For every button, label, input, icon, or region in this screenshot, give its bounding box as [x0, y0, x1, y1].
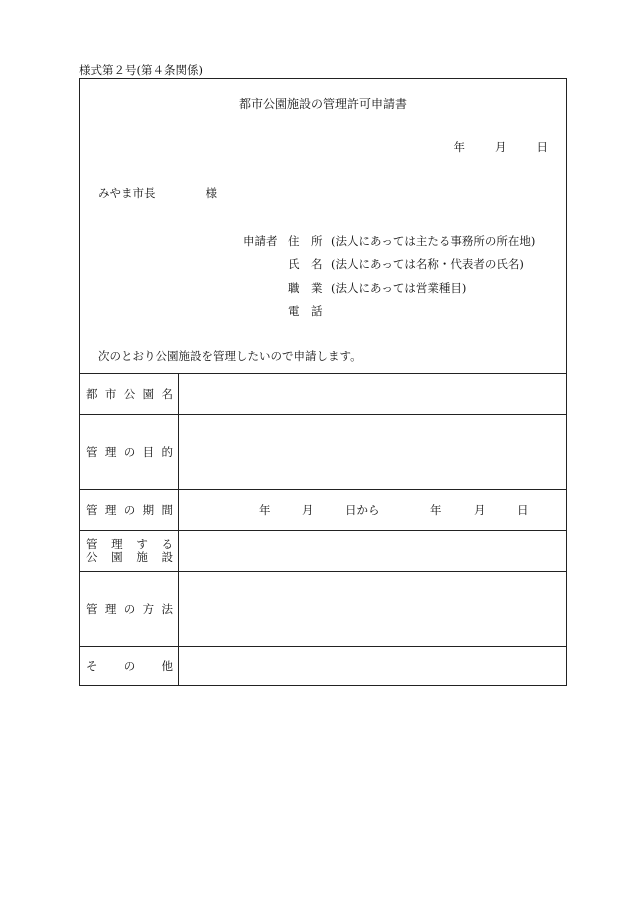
- applicant-name-note: (法人にあっては名称・代表者の氏名): [331, 257, 524, 271]
- period-field[interactable]: [179, 490, 566, 530]
- applicant-name-label: 氏 名: [288, 257, 323, 271]
- other-field[interactable]: [179, 647, 566, 686]
- application-form: [79, 78, 567, 686]
- period-end-year: 年: [430, 503, 442, 517]
- applicant-address-row: [243, 233, 535, 249]
- period-start-month: 月: [302, 503, 314, 517]
- addressee-name: みやま市長: [98, 186, 156, 200]
- row-label-park-name: 都市公園名: [86, 386, 173, 401]
- intro-text: 次のとおり公園施設を管理したいので申請します。: [98, 349, 362, 363]
- period-start-year: 年: [259, 503, 271, 517]
- applicant-phone-label: 電 話: [288, 304, 323, 318]
- form-number-label: 様式第２号(第４条関係): [79, 63, 203, 77]
- facility-field[interactable]: [179, 531, 566, 571]
- period-end-day: 日: [517, 503, 529, 517]
- row-label-purpose: 管理の目的: [86, 444, 173, 459]
- park-name-field[interactable]: [179, 374, 566, 414]
- applicant-name-row: [243, 256, 524, 272]
- method-field[interactable]: [179, 572, 566, 646]
- form-title: 都市公園施設の管理許可申請書: [238, 97, 407, 111]
- purpose-field[interactable]: [179, 415, 566, 489]
- period-end-month: 月: [474, 503, 486, 517]
- applicant-occupation-label: 職 業: [288, 281, 323, 295]
- applicant-address-label: 住 所: [288, 234, 323, 248]
- addressee: [98, 185, 217, 201]
- applicant-occupation-row: [243, 280, 466, 296]
- date-line: [454, 139, 549, 155]
- row-label-facility: 管理する 公園施設: [86, 536, 173, 564]
- row-label-other: その他: [86, 659, 173, 673]
- date-day: 日: [536, 140, 548, 154]
- row-label-period: 管理の期間: [86, 502, 173, 517]
- addressee-honorific: 様: [205, 186, 217, 200]
- applicant-phone-row: [243, 303, 331, 319]
- applicant-address-note: (法人にあっては主たる事務所の所在地): [331, 234, 536, 248]
- applicant-lead: 申請者: [243, 234, 278, 248]
- date-year: 年: [453, 140, 465, 154]
- period-start-day: 日から: [345, 503, 380, 517]
- date-month: 月: [495, 140, 507, 154]
- row-label-method: 管理の方法: [86, 601, 173, 616]
- applicant-occupation-note: (法人にあっては営業種目): [331, 281, 467, 295]
